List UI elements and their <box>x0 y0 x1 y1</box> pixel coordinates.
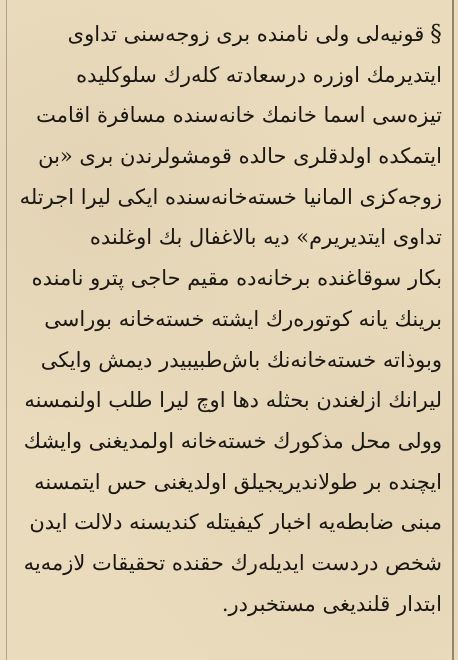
article-line-4: ایتمكده اولدقلری حالده قومشولرندن بری «بن <box>38 144 442 169</box>
article-line-14: شخص دردست ایدیله‌رك حقنده تحقیقات لازمه‌یه <box>23 550 442 575</box>
article-line-12: ایچنده بر طولاندیریجیلق اولدیغنی حس ایتمسنه <box>34 469 442 494</box>
article-line-2: ایتدیرمك اوزره درسعادته كله‌رك سلوكلیده <box>76 62 442 87</box>
article-body <box>18 14 442 624</box>
article-line-6: تداوی ایتدیریرم» دیه بالاغفال بك اوغلنده <box>89 225 442 250</box>
article-line-7: بكار سوقاغنده برخانه‌ده مقیم حاجی پترو نامنده <box>31 266 442 291</box>
article-line-3: تیزه‌سی اسما خانمك خانه‌سنده مسافرة اقامت <box>36 103 442 128</box>
article-line-8: برینك یانه كوتوره‌رك ایشته خسته‌خانه بوراسی <box>44 306 442 331</box>
article-line-13: مبنی ضابطه‌یه اخبار كیفیتله كندیسنه دلالت ایدن <box>29 510 442 535</box>
article-line-15: ابتدار قلندیغی مستخبردر. <box>221 591 442 616</box>
article-line-1 <box>18 14 442 55</box>
section-mark: § <box>430 21 442 47</box>
article-line-10: لیرانك ازلغندن بحثله دها اوچ لیرا طلب اولنمسنه <box>24 388 442 413</box>
column-rule-right <box>452 0 454 660</box>
column-rule-left <box>6 0 7 660</box>
article-line-11: وولی محل مذكورك خسته‌خانه اولمدیغنی وایشك <box>23 428 442 453</box>
article-line-5: زوجه‌كزی المانیا خسته‌خانه‌سنده ایكی لیرا اجرتله <box>19 184 442 209</box>
article-line-9: وبوذاته خسته‌خانه‌نك باش‌طبیبیدر دیمش وایكی <box>40 347 442 372</box>
article-line-1-text: قونیه‌لی ولی نامنده بری زوجه‌سنی تداوی <box>67 22 425 46</box>
